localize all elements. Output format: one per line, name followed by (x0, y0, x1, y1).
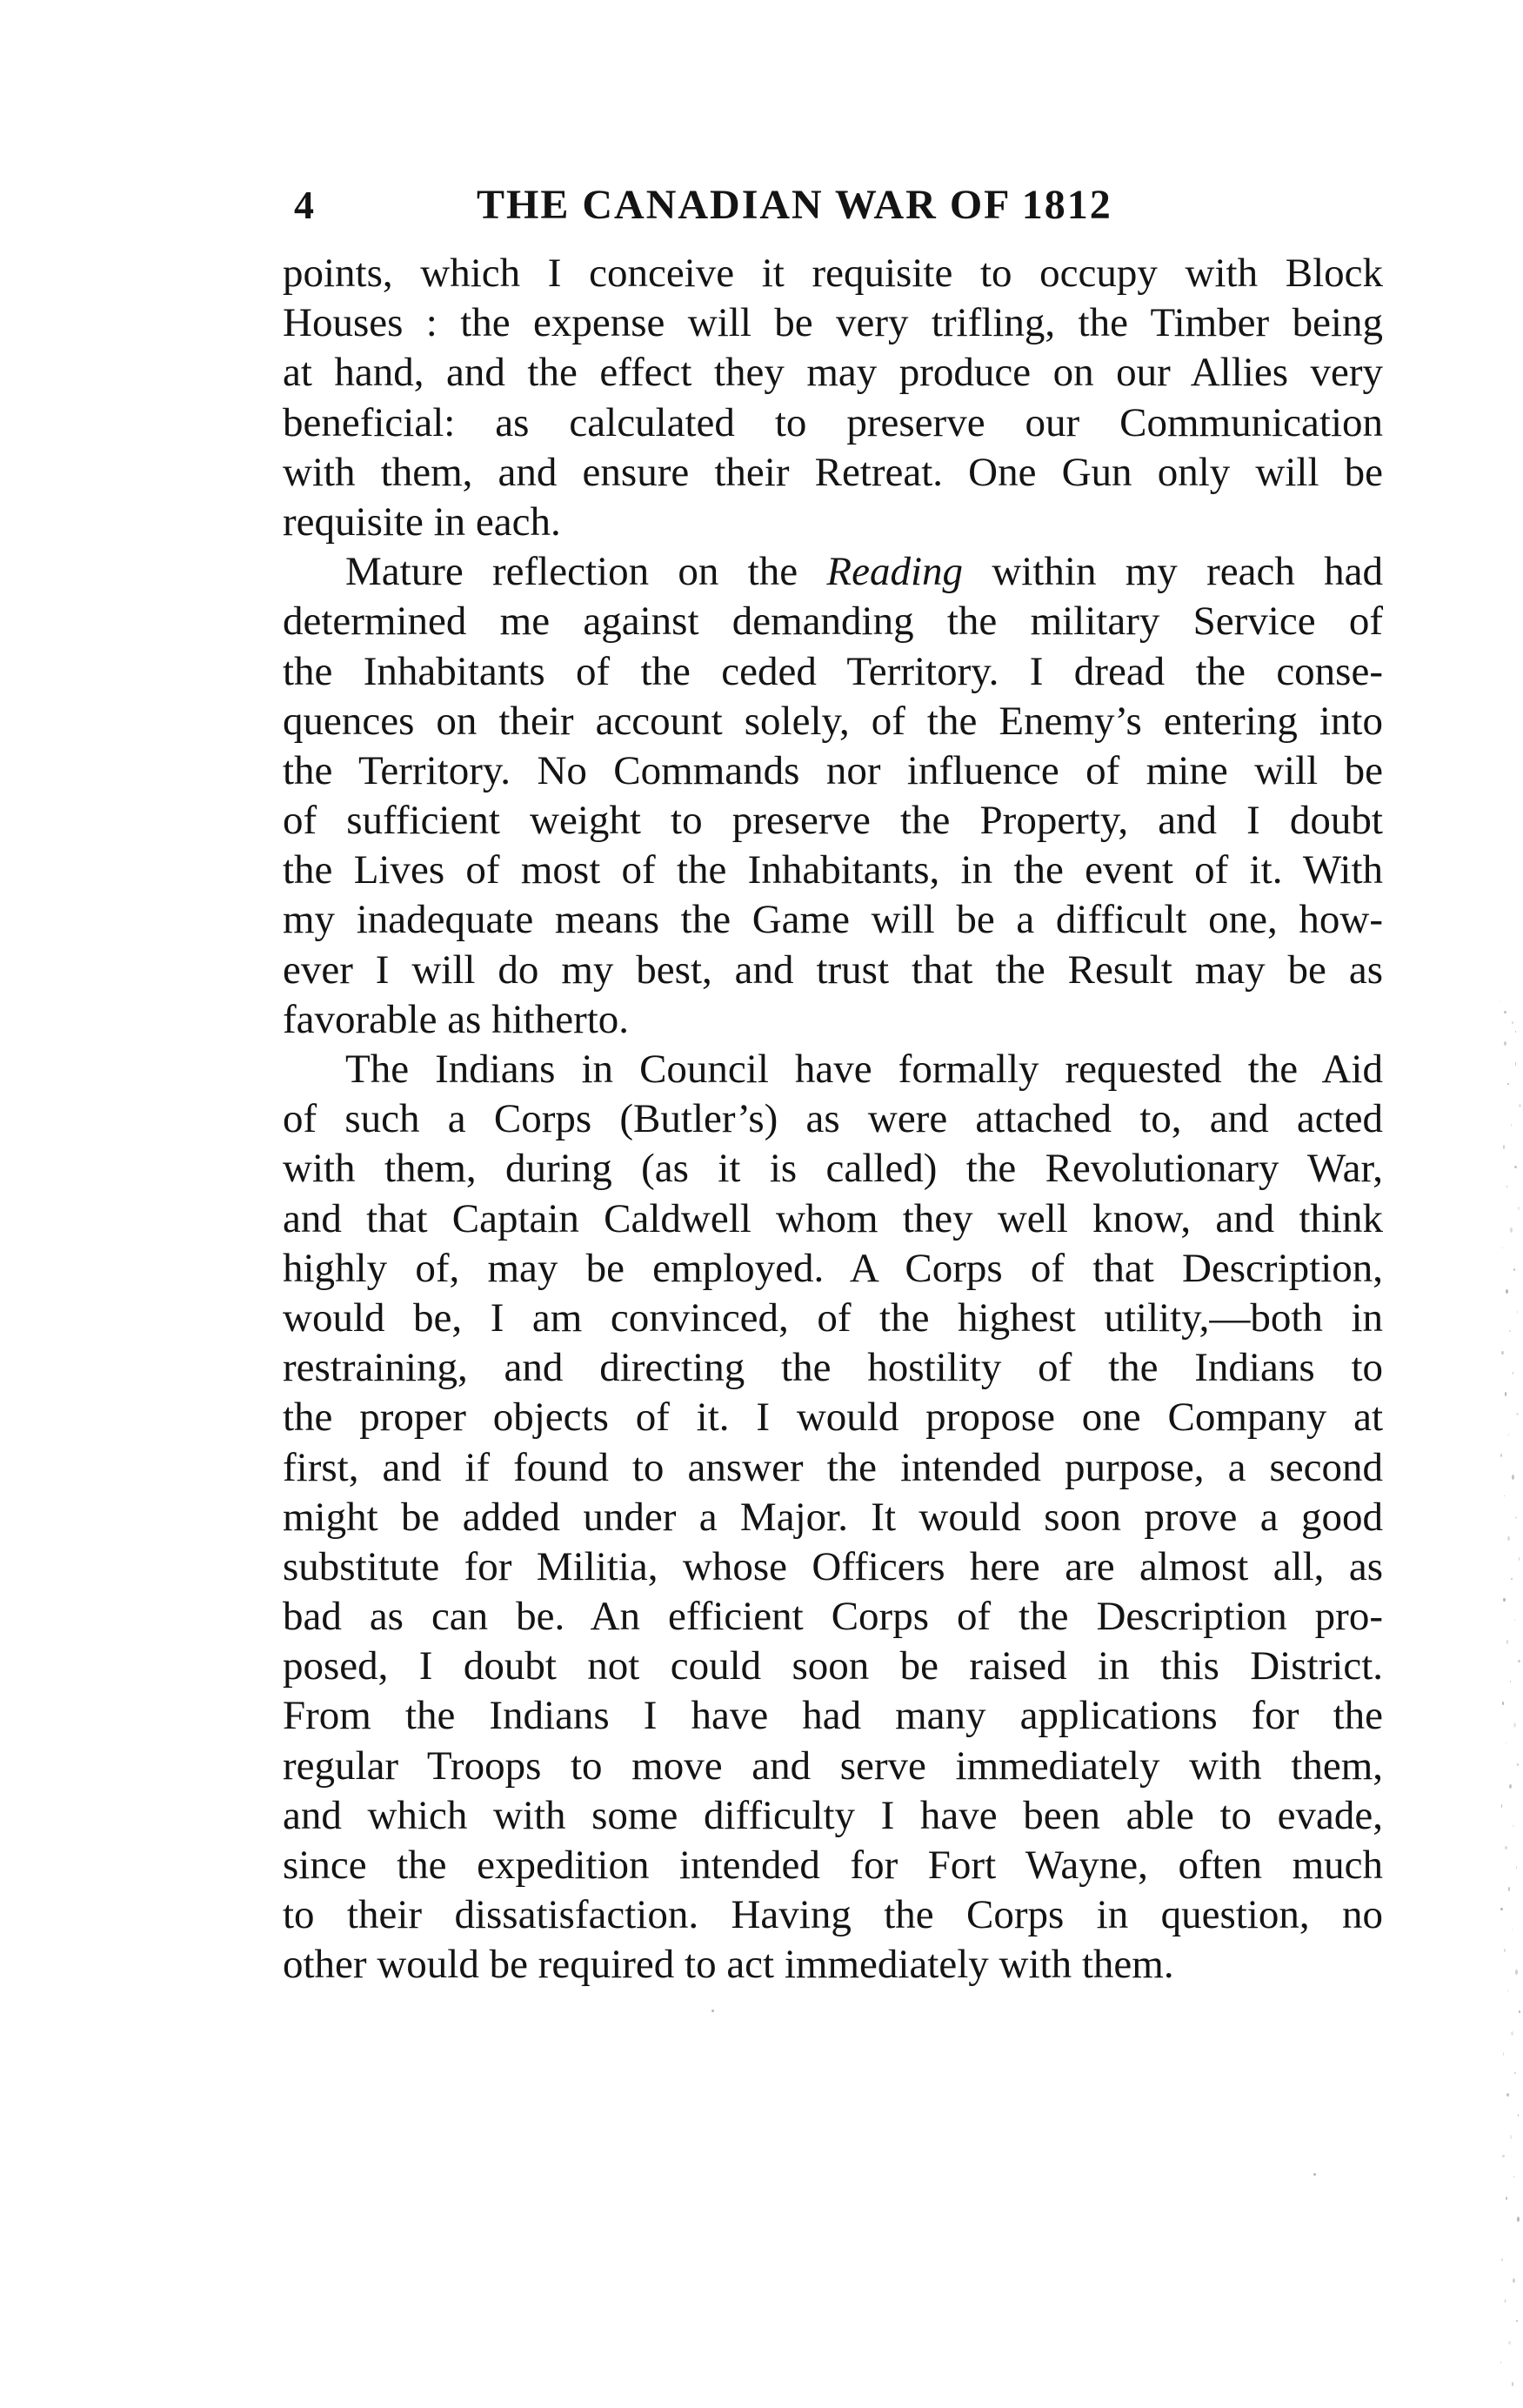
text-segment: and which with some difficulty I have been able to evade, (283, 1792, 1383, 1838)
scan-speck (1510, 2135, 1512, 2139)
text-line (283, 1194, 1383, 1244)
scan-speck (1513, 1825, 1514, 1827)
text-line (283, 448, 1383, 498)
text-segment: determined me against demanding the military Service of (283, 599, 1383, 645)
page-number: 4 (294, 183, 314, 227)
text-line (283, 1443, 1383, 1493)
running-title: THE CANADIAN WAR OF 1812 (477, 182, 1112, 228)
text-line (283, 547, 1383, 597)
scan-speck (1502, 1247, 1503, 1248)
scan-speck (1501, 1804, 1502, 1808)
scan-speck (1503, 2052, 1504, 2056)
scan-speck (1508, 1887, 1510, 1891)
scan-speck (1513, 1722, 1516, 1728)
scan-speck (1516, 1866, 1517, 1869)
text-line (283, 1742, 1383, 1791)
scan-speck (1518, 2114, 1519, 2117)
running-head (294, 171, 1385, 240)
scan-speck (1506, 1186, 1507, 1187)
scan-speck (1510, 1227, 1513, 1233)
scan-speck (1518, 1207, 1520, 1210)
scan-speck (1503, 1145, 1505, 1149)
scan-speck (1516, 1413, 1519, 1415)
text-segment: Mature reflection on the (345, 549, 827, 595)
scan-speck (1512, 1929, 1513, 1930)
text-segment: within my reach had (963, 549, 1383, 595)
text-line (283, 1791, 1383, 1841)
scan-speck (1505, 1846, 1507, 1849)
text-line (283, 1841, 1383, 1890)
text-segment: From the Indians I have had many applications for the (283, 1693, 1383, 1739)
text-segment: beneficial: as calculated to preserve our Communication (283, 399, 1383, 445)
scan-speck (1517, 2217, 1520, 2222)
text-segment: to their dissatisfaction. Having the Corps in question, no (283, 1892, 1383, 1938)
scan-speck (1518, 1660, 1520, 1662)
text-line (283, 1691, 1383, 1741)
text-segment: since the expedition intended for Fort Wayne, often much (283, 1843, 1383, 1888)
scan-speck (1516, 2320, 1518, 2322)
text-segment: restraining, and directing the hostility of the Indians to (283, 1345, 1383, 1391)
scan-speck (1514, 2072, 1516, 2074)
text-segment: other would be required to act immediately with them. (283, 1942, 1174, 1988)
scan-dot (711, 2010, 714, 2012)
text-line (283, 1144, 1383, 1194)
text-line (283, 995, 1383, 1045)
scan-speck (1506, 2197, 1507, 2200)
scan-speck (1504, 1949, 1506, 1952)
scan-speck (1504, 1495, 1505, 1496)
scan-dot (1313, 2173, 1316, 2176)
text-line (283, 1343, 1383, 1393)
scan-speck (1503, 1598, 1506, 1602)
scan-speck (1511, 2031, 1513, 2036)
text-segment: ever I will do my best, and trust that the Result may be as (283, 946, 1383, 993)
scan-speck (1515, 1031, 1516, 1033)
scan-speck (1504, 1011, 1506, 1013)
text-line (283, 1294, 1383, 1343)
text-segment: requisite in each. (283, 498, 561, 545)
scan-speck (1519, 1557, 1520, 1561)
scan-speck (1506, 2093, 1509, 2097)
text-line (283, 298, 1383, 348)
scan-speck (1513, 1268, 1515, 1271)
text-segment: points, which I conceive it requisite to occupy with Block (283, 251, 1383, 296)
text-segment: favorable as hitherto. (283, 996, 630, 1042)
text-line (283, 746, 1383, 796)
paragraph (283, 249, 1383, 547)
paragraph (283, 547, 1383, 1045)
scan-speck (1514, 1166, 1517, 1168)
scan-speck (1512, 1021, 1513, 1024)
text-segment: first, and if found to answer the intended purpose, a second (283, 1444, 1383, 1490)
scan-speck (1511, 1124, 1512, 1127)
scan-speck (1519, 1104, 1521, 1107)
scan-speck (1500, 1454, 1502, 1457)
text-segment: regular Troops to move and serve immediately with them, (283, 1742, 1383, 1789)
text-line (283, 398, 1383, 448)
text-segment: the Inhabitants of the ceded Territory. I dread the conse- (283, 648, 1383, 694)
scan-speck (1508, 1434, 1509, 1435)
scan-speck (1500, 2361, 1501, 2364)
scan-speck (1514, 1619, 1515, 1622)
italic-text: Reading (826, 549, 964, 595)
scan-speck (1515, 1970, 1518, 1975)
scan-speck (1500, 1000, 1501, 1001)
text-segment: posed, I doubt not could soon be raised in this District. (283, 1643, 1383, 1689)
scan-speck (1519, 2010, 1520, 2013)
scan-speck (1512, 2382, 1513, 2386)
text-line (283, 597, 1383, 646)
text-segment: the Territory. No Commands nor influence of mine will be (283, 747, 1383, 793)
scan-speck (1502, 1702, 1504, 1705)
text-segment: would be, I am convinced, of the highest utility,—both in (283, 1294, 1383, 1341)
scan-speck (1507, 1083, 1509, 1085)
text-line (283, 1542, 1383, 1592)
scan-speck (1506, 1289, 1508, 1294)
text-line (283, 249, 1383, 298)
scan-edge-speckle (1471, 0, 1523, 2408)
text-segment: might be added under a Major. It would soon prove a good (283, 1494, 1383, 1540)
text-line (283, 1393, 1383, 1442)
body-text (283, 249, 1383, 1990)
scan-speck (1507, 1990, 1508, 1991)
scan-speck (1515, 1062, 1516, 1066)
scan-speck (1513, 2278, 1515, 2283)
text-segment: substitute for Militia, whose Officers here are almost all, as (283, 1543, 1383, 1589)
text-segment: the Lives of most of the Inhabitants, in the event of it. With (283, 847, 1383, 893)
text-segment: with them, and ensure their Retreat. One Gun only will be (283, 449, 1383, 495)
text-segment: of sufficient weight to preserve the Property, and I doubt (283, 798, 1383, 844)
scan-speck (1509, 1784, 1512, 1789)
text-line (283, 895, 1383, 945)
text-line (283, 1493, 1383, 1542)
scan-speck (1506, 1640, 1508, 1644)
scan-speck (1509, 1330, 1511, 1332)
scan-speck (1508, 2341, 1511, 2344)
scan-speck (1500, 1908, 1503, 1910)
scan-speck (1507, 1536, 1510, 1541)
text-segment: quences on their account solely, of the Enemy’s entering into (283, 698, 1383, 744)
text-segment: and that Captain Caldwell whom they well know, and think (283, 1195, 1383, 1241)
text-line (283, 1592, 1383, 1642)
scan-speck (1511, 1578, 1513, 1580)
text-segment: with them, during (as it is called) the Revolutionary War, (283, 1146, 1383, 1192)
scan-speck (1504, 1041, 1506, 1046)
text-line (283, 1940, 1383, 1990)
text-line (283, 697, 1383, 746)
text-line (283, 846, 1383, 895)
scan-speck (1501, 1351, 1504, 1354)
scan-speck (1505, 2299, 1506, 2303)
scan-speck (1505, 1392, 1506, 1396)
text-line (283, 1642, 1383, 1691)
paragraph (283, 1045, 1383, 1990)
scan-speck (1515, 1516, 1517, 1519)
text-segment: my inadequate means the Game will be a difficult one, how- (283, 897, 1383, 943)
text-line (283, 348, 1383, 398)
text-segment: The Indians in Council have formally requested the Aid (345, 1047, 1383, 1092)
text-segment: at hand, and the effect they may produce on our Allies very (283, 350, 1383, 396)
text-line (283, 647, 1383, 697)
text-line (283, 946, 1383, 995)
text-line (283, 1045, 1383, 1094)
text-segment: Houses : the expense will be very trifling, the Timber being (283, 300, 1383, 346)
scan-speck (1512, 1475, 1514, 1480)
text-segment: bad as can be. An efficient Corps of the Description pro- (283, 1594, 1383, 1640)
text-segment: the proper objects of it. I would propose one Company at (283, 1395, 1383, 1441)
scan-speck (1517, 1763, 1519, 1766)
scan-speck (1510, 1681, 1511, 1682)
scan-speck (1502, 2155, 1505, 2157)
text-line (283, 796, 1383, 846)
text-line (283, 1094, 1383, 1144)
scan-speck (1517, 1310, 1518, 1314)
text-segment: of such a Corps (Butler’s) as were attached to, and acted (283, 1096, 1383, 1142)
scan-speck (1501, 2258, 1503, 2261)
text-line (283, 1890, 1383, 1940)
text-segment: highly of, may be employed. A Corps of that Description, (283, 1245, 1383, 1291)
text-line (283, 498, 1383, 547)
scan-speck (1513, 2176, 1514, 2177)
text-line (283, 1244, 1383, 1294)
scan-speck (1509, 2237, 1510, 2238)
